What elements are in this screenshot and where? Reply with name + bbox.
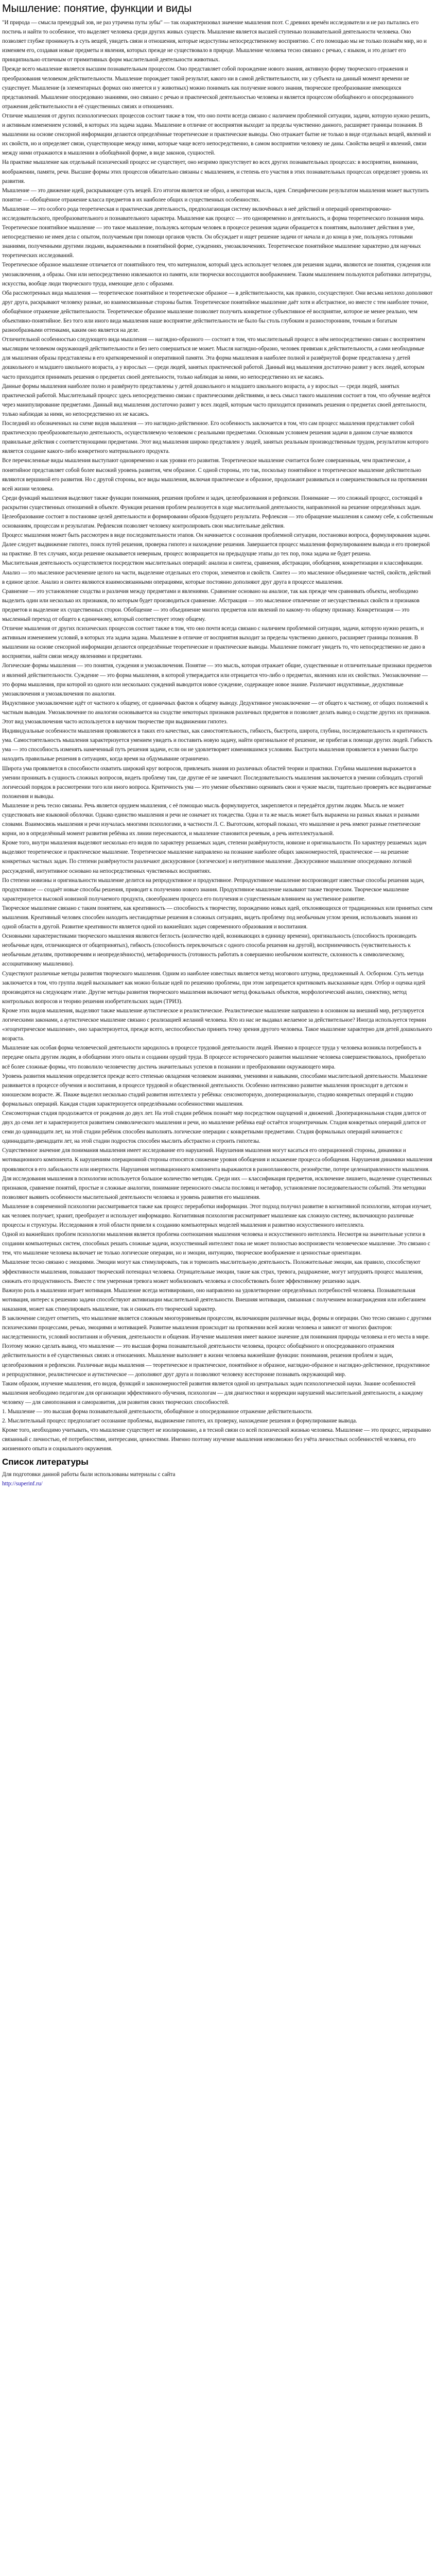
body-paragraph: Данные формы мышления наиболее полно и развёрнуто представлены у детей дошкольного и младшего школьного возраста, а у взрослых — среди людей, занятых практической работой. Мыслительный процесс здесь непосредственно связан с практическими действиями, и весь смысл такого мышления состоит в том, что обучение ведётся через манипулирование предметами. Данный вид мышления достаточно развит у всех людей, которым часто приходится принимать решения о предметах своей деятельности, только наблюдая за ними, но непосредственно их не касаясь.	[2, 383, 430, 417]
body-paragraph: Процесс мышления может быть рассмотрен в виде последовательности этапов. Он начинается с осознания проблемной ситуации, постановки вопроса, формулирования задачи. Далее следует выдвижение гипотез, поиск путей решения, проверка гипотез и нахождение решения. Завершается процесс мышления формулированием вывода и его проверкой на практике. В тех случаях, когда решение оказывается неверным, процесс возвращается на предыдущие этапы до тех пор, пока задача не будет решена.	[2, 532, 431, 557]
source-link[interactable]: http://superinf.ru/	[2, 1481, 43, 1487]
body-paragraph: Таким образом, изучение мышления, его видов, функций и закономерностей развития является одной из центральных задач психологической науки. Знание особенностей мышления необходимо педагогам для организации эффективного обучения, психологам — для диагностики и коррекции нарушений мыслительной деятельности, а каждому человеку — для самопознания и саморазвития, для развития своих творческих способностей.	[2, 1380, 423, 1405]
body-paragraph: Отличие мышления от других психологических процессов состоит также в том, что оно почти всегда связано с наличием проблемной ситуации, задачи, которую нужно решить, и активным изменением условий, в которых эта задача задана. Мышление в отличие от восприятия выходит за пределы чувственно данного, расширяет границы познания. В мышлении на основе сенсорной информации делаются определённые теоретические и практические выводы. Оно отражает бытие не только в виде отдельных вещей, явлений и их свойств, но и определяет связи, существующие между ними, которые чаще всего непосредственно, в самом восприятии человеку не даны. Свойства вещей и явлений, связи между ними отражаются в мышлении в обобщённой форме, в виде законов, сущностей.	[2, 112, 431, 157]
sources-note: Для подготовки данной работы были использованы материалы с сайта	[2, 1471, 176, 1478]
sources-link-paragraph	[2, 1479, 433, 1488]
body-paragraph: В заключение следует отметить, что мышление является сложным многоуровневым процессом, включающим различные виды, формы и операции. Оно тесно связано с другими психическими процессами, речью, эмоциями и мотивацией. Развитие мышления происходит на протяжении всей жизни человека и зависит от многих факторов: наследственности, условий воспитания и обучения, деятельности и общения. Изучение мышления имеет важное значение для понимания природы человека и его места в мире.	[2, 1315, 431, 1341]
body-paragraph: Теоретическое образное мышление отличается от понятийного тем, что материалом, который здесь использует человек для решения задачи, являются не понятия, суждения или умозаключения, а образы. Они или непосредственно извлекаются из памяти, или творчески воссоздаются воображением. Таким мышлением пользуются работники литературы, искусства, вообще люди творческого труда, имеющие дело с образами.	[2, 262, 432, 287]
body-paragraph: Кроме этих видов мышления, выделяют также мышление аутистическое и реалистическое. Реалистическое мышление направлено в основном на внешний мир, регулируется логическими законами, а аутистическое мышление связано с реализацией желаний человека. Кто из нас не выдавал желаемое за действительное? Иногда используется термин «эгоцентрическое мышление», оно характеризуется, прежде всего, неспособностью принять точку зрения другого человека. Такое мышление характерно для детей дошкольного возраста.	[2, 1007, 432, 1042]
body-paragraph: Мышление как особая форма человеческой деятельности зародилось в процессе трудовой деятельности людей. Именно в процессе труда у человека возникла потребность в передаче опыта другим людям, в обобщении этого опыта и создании орудий труда. В процессе исторического развития мышление человека совершенствовалось, приобретало всё более сложные формы, что позволило человечеству достичь значительных успехов в познании и преобразовании окружающего мира.	[2, 1045, 426, 1070]
body-paragraph: Мышление тесно связано с эмоциями. Эмоции могут как стимулировать, так и тормозить мыслительную деятельность. Положительные эмоции, как правило, способствуют эффективности мышления, повышают творческий потенциал человека. Отрицательные эмоции, такие как страх, тревога, раздражение, могут затруднять процесс мышления, снижать его продуктивность. Вместе с тем умеренная тревога может мобилизовать человека и способствовать более эффективному решению задач.	[2, 1259, 423, 1284]
body-paragraph: Отличие мышления от других психических процессов состоит также в том, что оно почти всегда связано с наличием проблемной ситуации, задачи, которую нужно решить, и активным изменением условий, в которых эта задача задана. Мышление в отличие от восприятия выходит за пределы чувственно данного, расширяет границы познания. В мышлении на основе сенсорной информации делаются определённые теоретические и практические выводы. Мышление помогает увидеть то, что непосредственно не дано в восприятии, найти связи между явлениями и предметами.	[2, 625, 425, 660]
body-paragraph: Последний из обозначенных на схеме видов мышления — это наглядно-действенное. Его особенность заключается в том, что сам процесс мышления представляет собой практическую преобразовательную деятельность, осуществляемую человеком с реальными предметами. Основным условием решения задачи в данном случае являются правильные действия с соответствующими предметами. Этот вид мышления широко представлен у людей, занятых реальным производственным трудом, результатом которого является создание какого-либо конкретного материального продукта.	[2, 420, 429, 455]
body-paragraph: Сравнение — это установление сходства и различия между предметами и явлениями. Сравнение основано на анализе, так как прежде чем сравнивать объекты, необходимо выделить один или несколько их признаков, по которым будет производиться сравнение. Абстракция — это мысленное отвлечение от несущественных свойств и признаков предметов и выделение их существенных сторон. Обобщение — это объединение многих предметов или явлений по какому-то общему признаку. Конкретизация — это мысленный переход от общего к единичному, который соответствует этому общему.	[2, 588, 420, 622]
body-paragraph: Среди функций мышления выделяют также функции понимания, решения проблем и задач, целеобразования и рефлексии. Понимание — это сложный процесс, состоящий в раскрытии существенных отношений в объекте. Функция решения проблем реализуется в ходе мыслительной деятельности, направленной на решение определённых задач. Целеобразование состоит в постановке целей деятельности и формировании образов будущего результата. Рефлексия — это обращение мышления к самому себе, к собственным основаниям, процессам и результатам. Рефлексия позволяет человеку контролировать свои мыслительные действия.	[2, 495, 433, 530]
body-paragraph: Теоретическое понятийное мышление — это такое мышление, пользуясь которым человек в процессе решения задачи обращается к понятиям, выполняет действия в уме, непосредственно не имея дела с опытом, получаемым при помощи органов чувств. Он обсуждает и ищет решение задачи от начала и до конца в уме, пользуясь готовыми знаниями, полученными другими людьми, выраженными в понятийной форме, суждениях, умозаключениях. Теоретическое понятийное мышление характерно для научных теоретических исследований.	[2, 225, 421, 259]
body-paragraph: Прежде всего мышление является высшим познавательным процессом. Оно представляет собой порождение нового знания, активную форму творческого отражения и преобразования человеком действительности. Мышление порождает такой результат, какого ни в самой действительности, ни у субъекта на данный момент времени не существует. Мышление (в элементарных формах оно имеется и у животных) можно понимать как получение нового знания, творческое преобразование имеющихся представлений. Мышление опосредовано знаниями, оно связано с речью и практической деятельностью человека и является процессом обобщённого и опосредованного отражения действительности в её существенных связях и отношениях.	[2, 66, 414, 110]
body-paragraph: Индивидуальные особенности мышления проявляются в таких его качествах, как самостоятельность, гибкость, быстрота, широта, глубина, последовательность и критичность ума. Самостоятельность мышления характеризуется умением увидеть и поставить новую задачу, найти оригинальное её решение, не прибегая к помощи других людей. Гибкость ума — это способность изменять намеченный путь решения задачи, если он не удовлетворяет изменившимся условиям. Быстрота мышления проявляется в умении быстро находить правильные решения в ситуациях, когда время на обдумывание ограничено.	[2, 728, 432, 762]
body-paragraph: 1. Мышление — это высшая форма познавательной деятельности, обобщённое и опосредованное отражение действительности.	[2, 1408, 313, 1415]
body-paragraph: Одной из важнейших проблем психологии мышления является проблема соотношения мышления человека и искусственного интеллекта. Несмотря на значительные успехи в создании компьютерных систем, способных решать сложные задачи, искусственный интеллект пока не может полностью воспроизвести человеческое мышление. Это связано с тем, что мышление человека включает не только логические операции, но и эмоции, интуицию, творческое воображение и ценностные ориентации.	[2, 1231, 430, 1257]
body-paragraph: Основными характеристиками творческого мышления являются беглость (количество идей, возникающих в единицу времени), оригинальность (способность производить необычные идеи, отличающиеся от общепринятых), гибкость (способность переключаться с одного способа решения на другой), восприимчивость (чувствительность к необычным деталям, противоречиям и неопределённости), метафоричность (готовность работать в совершенно необычном контексте, склонность к символическому, ассоциативному мышлению).	[2, 933, 417, 968]
body-paragraph: 2. Мыслительный процесс предполагает осознание проблемы, выдвижение гипотез, их проверку, нахождение решения и формулирование вывода.	[2, 1418, 357, 1425]
body-paragraph: Уровень развития мышления определяется прежде всего степенью овладения человеком знаниями, умениями и навыками, способами мыслительной деятельности. Мышление развивается в процессе обучения и воспитания, в процессе трудовой и общественной деятельности. Особенно интенсивно развитие мышления происходит в детском и юношеском возрасте. Ж. Пиаже выделил несколько стадий развития интеллекта у ребёнка: сенсомоторную, дооперациональную, стадию конкретных операций и стадию формальных операций. Каждая стадия характеризуется определёнными особенностями мышления.	[2, 1073, 428, 1107]
body-paragraph: Мышление и речь тесно связаны. Речь является орудием мышления, с её помощью мысль формулируется, закрепляется и передаётся другим людям. Мысль не может существовать вне языковой оболочки. Однако единство мышления и речи не означает их тождества. Одна и та же мысль может быть выражена на разных языках и разными словами. Взаимосвязь мышления и речи изучалась многими психологами, в частности Л. С. Выготским, который показал, что мышление и речь имеют разные генетические корни, но в определённый момент развития ребёнка их линии пересекаются, и мышление становится речевым, а речь интеллектуальной.	[2, 802, 421, 837]
body-paragraph: "И природа — смысла премудрый зов, не раз утрачена путы зубы" — так охарактеризовал значение мышления поэт. С древних времён исследователи и не раз пытались его постичь и найти то особенное, что выделяет человека среди других живых существ. Мышление является высшей ступенью познавательной деятельности человека. Оно позволяет глубже проникнуть в суть вещей, увидеть связи и отношения, которые недоступны непосредственному восприятию. С его помощью мы не только познаём мир, но и изменяем его, создавая новые предметы и явления, которых прежде не существовало в природе. Мышление человека тесно связано с речью, с языком, и это делает его принципиально отличным от примитивных форм мыслительной деятельности животных.	[2, 20, 427, 63]
body-paragraph: Логические формы мышления — это понятия, суждения и умозаключения. Понятие — это мысль, которая отражает общие, существенные и отличительные признаки предметов и явлений действительности. Суждение — это форма мышления, в которой утверждается или отрицается что-либо о предметах, явлениях или их свойствах. Умозаключение — это форма мышления, при которой из одного или нескольких суждений выводится новое суждение, содержащее новое знание. Различают индуктивные, дедуктивные умозаключения и умозаключения по аналогии.	[2, 663, 432, 697]
body-paragraph: Существенное значение для понимания мышления имеет исследование его нарушений. Нарушения мышления могут касаться его операционной стороны, динамики и мотивационного компонента. К нарушениям операционной стороны относятся снижение уровня обобщения и искажение процесса обобщения. Нарушения динамики мышления проявляются в его лабильности или инертности. Нарушения мотивационного компонента выражаются в разноплановости, резонёрстве, потере целенаправленности мышления.	[2, 1147, 432, 1173]
body-paragraph: Поэтому можно сделать вывод, что мышление — это высшая форма познавательной деятельности человека, процесс обобщённого и опосредованного отражения действительности в её существенных связях и отношениях. Мышление выполняет в жизни человека важнейшие функции: понимания, решения проблем и задач, целеобразования и рефлексии. Различные виды мышления — теоретическое и практическое, понятийное и образное, наглядно-образное и наглядно-действенное, продуктивное и репродуктивное, реалистическое и аутистическое — дополняют друг друга и позволяют человеку всесторонне познавать окружающий мир.	[2, 1343, 430, 1378]
body-paragraph: Существуют различные методы развития творческого мышления. Одним из наиболее известных является метод мозгового штурма, предложенный А. Осборном. Суть метода заключается в том, что группа людей высказывает как можно больше идей по решению проблемы, при этом запрещается критиковать высказанные идеи. Отбор и оценка идей производятся на следующем этапе. Другие методы развития творческого мышления включают метод фокальных объектов, морфологический анализ, синектику, метод контрольных вопросов и теорию решения изобретательских задач (ТРИЗ).	[2, 970, 426, 1005]
body-paragraph: Индуктивное умозаключение идёт от частного к общему, от единичных фактов к общему выводу. Дедуктивное умозаключение — от общего к частному, от общих положений к частным выводам. Умозаключение по аналогии основывается на сходстве некоторых признаков различных предметов и позволяет делать вывод о сходстве других их признаков. Этот вид умозаключения часто используется в научном творчестве при выдвижении гипотез.	[2, 700, 431, 725]
body-paragraph: Кроме того, внутри мышления выделяют несколько его видов по характеру решаемых задач, степени развёрнутости, новизне и оригинальности. По характеру решаемых задач выделяют теоретическое и практическое мышление. Теоретическое мышление направлено на познание наиболее общих закономерностей, практическое — на решение конкретных частных задач. По степени развёрнутости различают дискурсивное (логическое) и интуитивное мышление. Дискурсивное мышление опосредовано логикой рассуждений, интуитивное основано на непосредственных чувственных восприятиях.	[2, 840, 427, 874]
body-paragraph: Широта ума проявляется в способности охватить широкий круг вопросов, привлекать знания из различных областей теории и практики. Глубина мышления выражается в умении проникать в сущность сложных вопросов, видеть проблему там, где другие её не замечают. Последовательность мышления заключается в умении соблюдать строгий логический порядок в рассмотрении того или иного вопроса. Критичность ума — это умение объективно оценивать свои и чужие мысли, тщательно проверять все выдвигаемые положения и выводы.	[2, 765, 431, 800]
article-body	[2, 18, 433, 1453]
body-paragraph: По степени новизны и оригинальности мышление делится на репродуктивное и продуктивное. Репродуктивное мышление воспроизводит известные способы решения задач, продуктивное — создаёт новые способы решения, приводит к получению нового знания. Продуктивное мышление называют также творческим. Творческое мышление характеризуется высокой новизной получаемого продукта, своеобразием процесса его получения и существенным влиянием на умственное развитие.	[2, 877, 425, 902]
body-paragraph: Мышление — это особого рода теоретическая и практическая деятельность, предполагающая систему включённых в неё действий и операций ориентировочно-исследовательского, преобразовательного и познавательного характера. Мышление как процесс — это одновременно и деятельность, и форма теоретического познания мира.	[2, 206, 425, 222]
body-paragraph: На практике мышление как отдельный психический процесс не существует, оно незримо присутствует во всех других познавательных процессах: в восприятии, внимании, воображении, памяти, речи. Высшие формы этих процессов обязательно связаны с мышлением, и степень его участия в этих познавательных процессах определяет уровень их развития.	[2, 159, 428, 184]
body-paragraph: Мыслительная деятельность осуществляется посредством мыслительных операций: анализа и синтеза, сравнения, абстракции, обобщения, конкретизации и классификации. Анализ — это мысленное расчленение целого на части, выделение отдельных его сторон, элементов и свойств. Синтез — это мысленное объединение частей, свойств, действий в единое целое. Анализ и синтез являются взаимосвязанными операциями, которые постоянно дополняют друг друга в процессе мышления.	[2, 560, 431, 585]
page-title: Мышление: понятие, функции и виды	[2, 3, 192, 14]
body-paragraph: Мышление в современной психологии рассматривается также как процесс переработки информации. Этот подход получил развитие в когнитивной психологии, которая изучает, как человек получает, хранит, преобразует и использует информацию. Когнитивная психология рассматривает мышление как сложную систему, включающую различные процессы и структуры. Исследования в этой области привели к созданию компьютерных моделей мышления и развитию искусственного интеллекта.	[2, 1203, 432, 1229]
body-paragraph: Для исследования мышления в психологии используется большое количество методик. Среди них — классификация предметов, исключение лишнего, выделение существенных признаков, сравнение понятий, простые и сложные аналогии, понимание переносного смысла пословиц и метафор, установление последовательности событий. Эти методики позволяют выявить особенности мыслительной деятельности человека и уровень развития его мышления.	[2, 1175, 432, 1200]
body-paragraph: Важную роль в мышлении играет мотивация. Мышление всегда мотивировано, оно направлено на удовлетворение определённых потребностей человека. Познавательная мотивация, интерес к решению задачи способствуют активизации мыслительной деятельности. Внешняя мотивация, связанная с получением вознаграждения или избеганием наказания, может как стимулировать мышление, так и снижать его творческий характер.	[2, 1287, 426, 1312]
body-paragraph: Мышление — это движение идей, раскрывающее суть вещей. Его итогом является не образ, а некоторая мысль, идея. Специфическим результатом мышления может выступить понятие — обобщённое отражение класса предметов в их наиболее общих и существенных особенностях.	[2, 187, 429, 203]
body-paragraph: Кроме того, необходимо учитывать, что мышление существует не изолированно, а в тесной связи со всей психической жизнью человека. Мышление — это процесс, неразрывно связанный с личностью, её потребностями, интересами, ценностями. Именно поэтому изучение мышления невозможно без учёта личностных особенностей человека, его жизненного опыта и социального окружения.	[2, 1427, 431, 1452]
sources-heading: Список литературы	[2, 1457, 89, 1467]
body-paragraph: Оба рассмотренных вида мышления — теоретическое понятийное и теоретическое образное — в действительности, как правило, сосуществуют. Они весьма неплохо дополняют друг друга, раскрывают человеку разные, но взаимосвязанные стороны бытия. Теоретическое понятийное мышление даёт хотя и абстрактное, но вместе с тем наиболее точное, обобщённое отражение действительности. Теоретическое образное мышление позволяет получить конкретное субъективное её восприятие, которое не менее реально, чем объективно-понятийное. Без того или иного вида мышления наше восприятие действительности не было бы столь глубоким и разносторонним, точным и богатым разнообразными оттенками, каким оно является на деле.	[2, 290, 433, 334]
body-paragraph: Сенсомоторная стадия продолжается от рождения до двух лет. На этой стадии ребёнок познаёт мир посредством ощущений и движений. Дооперациональная стадия длится от двух до семи лет и характеризуется развитием символического мышления и речи, но мышление ребёнка ещё остаётся эгоцентричным. Стадия конкретных операций длится от семи до одиннадцати лет, на этой стадии ребёнок способен выполнять логические операции с конкретными предметами. Стадия формальных операций начинается с одиннадцати-двенадцати лет, на этой стадии подросток способен мыслить абстрактно и строить гипотезы.	[2, 1110, 427, 1145]
body-paragraph: Все перечисленные виды мышления выступают одновременно и как уровни его развития. Теоретическое мышление считается более совершенным, чем практическое, а понятийное представляет собой более высокий уровень развития, чем образное. С одной стороны, это так, поскольку понятийное и теоретическое мышление действительно являются вершиной его развития. Но с другой стороны, все виды мышления, включая практическое и образное, продолжают развиваться и совершенствоваться на протяжении всей жизни человека.	[2, 457, 427, 492]
body-paragraph: Отличительной особенностью следующего вида мышления — наглядно-образного — состоит в том, что мыслительный процесс в нём непосредственно связан с восприятием мыслящим человеком окружающей действительности и без него совершаться не может. Мысля наглядно-образно, человек привязан к действительности, а сами необходимые для мышления образы представлены в его кратковременной и оперативной памяти. Эта форма мышления в наиболее полной и развёрнутой форме представлена у детей дошкольного и младшего школьного возраста, а у взрослых — среди людей, занятых практической работой. Данный вид мышления достаточно развит у всех людей, которым часто приходится принимать решения о предметах своей деятельности, только наблюдая за ними, но непосредственно их не касаясь.	[2, 336, 425, 380]
sources-list	[2, 1470, 433, 1488]
body-paragraph: Творческое мышление связано с таким понятием, как креативность — способность к творчеству, порождению новых идей, отклоняющихся от традиционных или принятых схем мышления. Креативный человек способен находить нестандартные решения в сложных ситуациях, видеть проблему под необычным углом зрения, использовать знания из одной области в другой. Развитие креативности является одной из важнейших задач современного образования и воспитания.	[2, 905, 433, 930]
